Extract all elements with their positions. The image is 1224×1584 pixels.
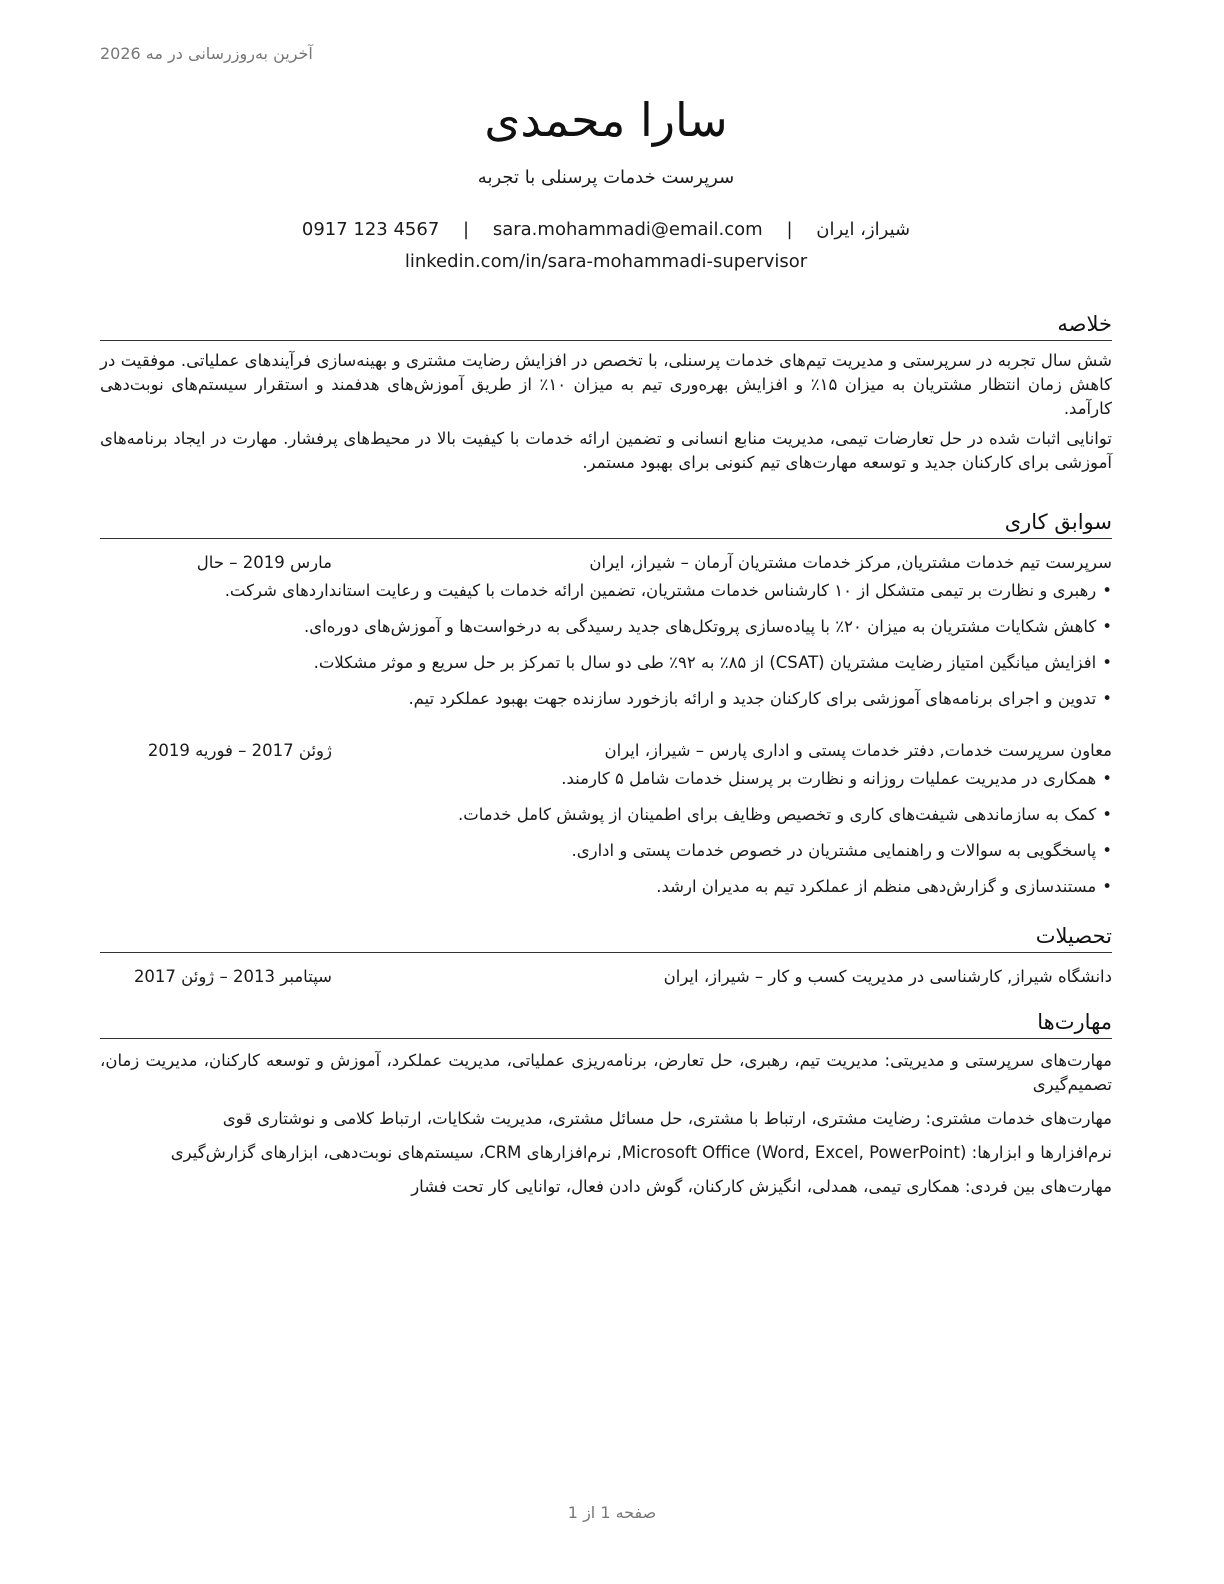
job-dates: ژوئن 2017 – فوریه 2019 — [147, 741, 332, 760]
headline: سرپرست خدمات پرسنلی با تجربه — [477, 167, 735, 188]
resume-page — [100, 0, 1112, 1584]
person-name: سارا محمدی — [484, 93, 728, 147]
list-item: •پاسخگویی به سوالات و راهنمایی مشتریان در خصوص خدمات پستی و اداری. — [100, 839, 1112, 863]
phone-number: 0917 123 4567 — [301, 219, 440, 240]
email-link[interactable]: sara.mohammadi@email.com — [492, 219, 763, 240]
experience-section — [100, 508, 1112, 911]
skill-line: نرم‌افزارها و ابزارها: Microsoft Office (Word, Excel, PowerPoint), نرم‌افزارهای CRM، سیستم‌های نوبت‌دهی، ابزارهای گزارش‌گیری — [170, 1143, 1112, 1162]
summary-section — [100, 310, 1112, 475]
education-title: تحصیلات — [100, 922, 1112, 953]
location: شیراز، ایران — [816, 219, 911, 240]
job-title-org: سرپرست تیم خدمات مشتریان, مرکز خدمات مشتریان آرمان – شیراز، ایران — [589, 553, 1112, 572]
contact-separator: | — [463, 219, 470, 240]
linkedin-link[interactable]: linkedin.com/in/sara-mohammadi-supervisor — [404, 251, 808, 272]
list-item: •کاهش شکایات مشتریان به میزان ۲۰٪ با پیاده‌سازی پروتکل‌های جدید رسیدگی به درخواست‌ها و آموزش‌های دوره‌ای. — [100, 615, 1112, 639]
list-item: •همکاری در مدیریت عملیات روزانه و نظارت بر پرسنل خدمات شامل ۵ کارمند. — [100, 767, 1112, 791]
education-header — [100, 965, 1112, 991]
list-item: •مستندسازی و گزارش‌دهی منظم از عملکرد تیم به مدیران ارشد. — [100, 875, 1112, 899]
job-bullets — [100, 579, 1112, 711]
bullet-icon: • — [1102, 877, 1112, 896]
bullet-icon: • — [1102, 653, 1112, 672]
summary-paragraph: شش سال تجربه در سرپرستی و مدیریت تیم‌های خدمات پرسنلی، با تخصص در افزایش رضایت مشتری و بهینه‌سازی فرآیندهای عملیاتی. موفقیت در کاهش زمان انتظار مشتریان به میزان ۱۵٪ و افزایش بهره‌وری تیم به میزان ۱۰٪ از طریق آموزش‌های هدفمند و استقرار سیستم‌های نوبت‌دهی کارآمد. — [100, 351, 1112, 418]
list-item: •افزایش میانگین امتیاز رضایت مشتریان (CSAT) از ۸۵٪ به ۹۲٪ طی دو سال با تمرکز بر حل سریع و موثر مشکلات. — [100, 651, 1112, 675]
skill-line: مهارت‌های سرپرستی و مدیریتی: مدیریت تیم، رهبری، حل تعارض، برنامه‌ریزی عملیاتی، مدیریت عملکرد، آموزش و توسعه کارکنان، مدیریت زمان، تصمیم‌گیری — [100, 1051, 1112, 1094]
job-bullets — [100, 767, 1112, 899]
bullet-icon: • — [1102, 581, 1112, 600]
job-dates: مارس 2019 – حال — [196, 553, 332, 572]
list-item: •رهبری و نظارت بر تیمی متشکل از ۱۰ کارشناس خدمات مشتریان، تضمین ارائه خدمات با کیفیت و رعایت استانداردهای شرکت. — [100, 579, 1112, 603]
skills-section — [100, 1008, 1112, 1209]
skill-line: مهارت‌های خدمات مشتری: رضایت مشتری، ارتباط با مشتری، حل مسائل مشتری، مدیریت شکایات، ارتباط کلامی و نوشتاری قوی — [222, 1109, 1112, 1128]
experience-title: سوابق کاری — [100, 508, 1112, 539]
education-degree-org: دانشگاه شیراز, کارشناسی در مدیریت کسب و کار – شیراز، ایران — [663, 967, 1112, 986]
skill-line: مهارت‌های بین فردی: همکاری تیمی، همدلی، انگیزش کارکنان، گوش دادن فعال، توانایی کار تحت فشار — [411, 1177, 1112, 1196]
bullet-icon: • — [1102, 617, 1112, 636]
job-header — [100, 551, 1112, 577]
list-item: •کمک به سازماندهی شیفت‌های کاری و تخصیص وظایف برای اطمینان از پوشش کامل خدمات. — [100, 803, 1112, 827]
summary-paragraph: توانایی اثبات شده در حل تعارضات تیمی، مدیریت منابع انسانی و تضمین ارائه خدمات با کیفیت بالا در محیط‌های پرفشار. مهارت در ایجاد برنامه‌های آموزشی برای کارکنان جدید و توسعه مهارت‌های تیم کنونی برای بهبود مستمر. — [100, 429, 1112, 472]
job-header — [100, 739, 1112, 765]
contact-separator: | — [786, 219, 793, 240]
bullet-icon: • — [1102, 769, 1112, 788]
bullet-icon: • — [1102, 841, 1112, 860]
resume-header — [100, 88, 1112, 278]
page-number: صفحه 1 از 1 — [567, 1503, 657, 1522]
skills-title: مهارت‌ها — [100, 1008, 1112, 1039]
education-section — [100, 922, 1112, 991]
bullet-icon: • — [1102, 805, 1112, 824]
education-dates: سپتامبر 2013 – ژوئن 2017 — [133, 967, 332, 986]
job-title-org: معاون سرپرست خدمات, دفتر خدمات پستی و اداری پارس – شیراز، ایران — [604, 741, 1112, 760]
list-item: •تدوین و اجرای برنامه‌های آموزشی برای کارکنان جدید و ارائه بازخورد سازنده جهت بهبود عملکرد تیم. — [100, 687, 1112, 711]
summary-title: خلاصه — [100, 310, 1112, 341]
contact-line — [100, 214, 1112, 246]
bullet-icon: • — [1102, 689, 1112, 708]
last-updated-note: آخرین به‌روزرسانی در مه 2026 — [100, 44, 313, 63]
